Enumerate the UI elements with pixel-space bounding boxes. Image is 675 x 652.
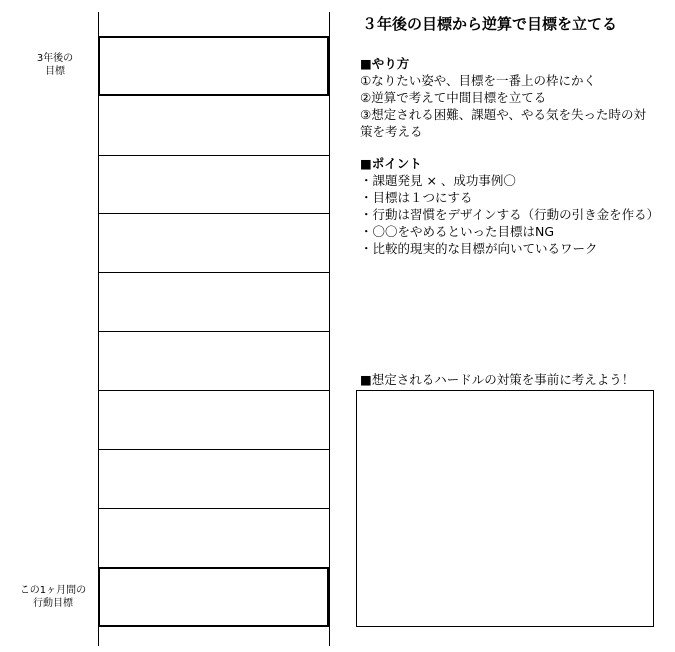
milestone-box-7[interactable]: [98, 508, 329, 509]
action-goal-box-1-month[interactable]: [98, 567, 329, 627]
milestone-box-1[interactable]: [98, 155, 329, 156]
milestone-box-6[interactable]: [98, 449, 329, 450]
milestone-box-2[interactable]: [98, 213, 329, 214]
points-heading: ■ポイント: [360, 156, 422, 171]
howto-heading: ■やり方: [360, 56, 410, 71]
points-section: [360, 155, 658, 257]
point-item: ・目標は１つにする: [360, 190, 473, 205]
label-3-year-goal: 3年後の 目標: [36, 53, 74, 77]
howto-step: ③想定される困難、課題や、やる気を失った時の対策を考える: [360, 107, 646, 139]
page-title: ３年後の目標から逆算で目標を立てる: [362, 15, 618, 33]
hurdle-heading: ■想定されるハードルの対策を事前に考えよう！: [360, 372, 635, 387]
howto-section: [360, 55, 658, 140]
goal-box-3-years[interactable]: [98, 36, 329, 96]
ladder-left-border: [98, 12, 99, 646]
milestone-box-4[interactable]: [98, 331, 329, 332]
label-1-month-action-goal: この1ヶ月間の 行動目標: [19, 585, 87, 609]
point-item: ・〇〇をやめるといった目標はNG: [360, 224, 555, 239]
howto-step: ①なりたい姿や、目標を一番上の枠にかく: [360, 73, 596, 88]
point-item: ・比較的現実的な目標が向いているワーク: [360, 241, 598, 256]
point-item: ・行動は習慣をデザインする（行動の引き金を作る）: [360, 207, 660, 222]
hurdle-answer-box[interactable]: [356, 390, 654, 627]
ladder-right-border: [329, 12, 330, 646]
milestone-box-3[interactable]: [98, 272, 329, 273]
milestone-box-5[interactable]: [98, 390, 329, 391]
point-item: ・課題発見 × 、成功事例〇: [360, 173, 516, 188]
howto-step: ②逆算で考えて中間目標を立てる: [360, 90, 547, 105]
